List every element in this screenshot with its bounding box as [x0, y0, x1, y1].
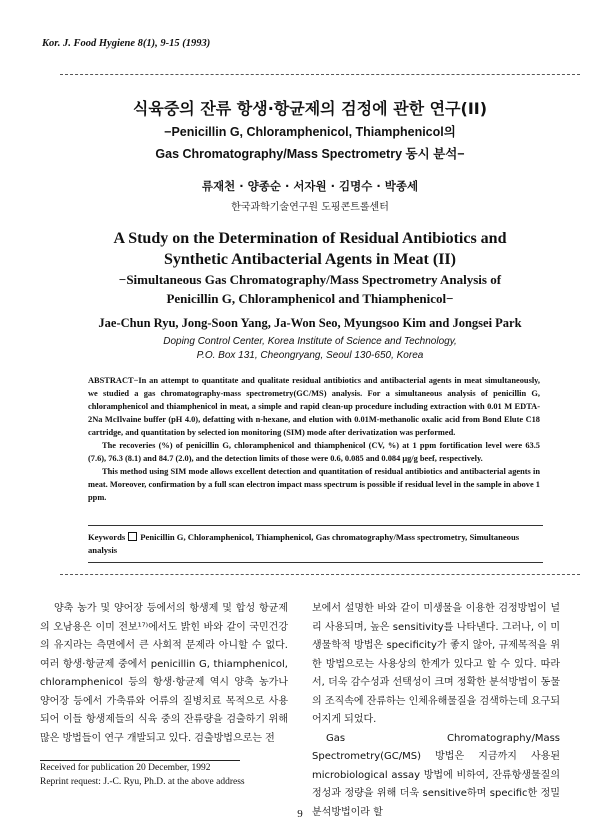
korean-title: 식육중의 잔류 항생·항균제의 검정에 관한 연구(II): [132, 99, 488, 118]
body-right-paragraph-1: 보에서 설명한 바와 같이 미생물을 이용한 검정방법이 널리 사용되며, 높은 sensitivity를 나타낸다. 그러나, 이 미생물학적 방법은 specificity가 좋지 않아, 규제목적을 위한 방법으로는 사용상의 한계가 있다고 할 수 있다. 따라서, 더욱 감수성과 선택성이 크며 정확한 분석방법이 동물의 조직속에 잔류하는 인체유해물질을 검색하는데 요구되어지게 되었다.: [312, 603, 560, 725]
english-subtitle-line1: −Simultaneous Gas Chromatography/Mass Spectrometry Analysis of: [118, 272, 502, 287]
header-divider: [60, 74, 580, 75]
english-affiliation-line1: Doping Control Center, Korea Institute of Science and Technology,: [163, 336, 457, 347]
abstract-paragraph-2: The recoveries (%) of penicillin G, chloramphenicol and thiamphenicol (CV, %) at 1 ppm fortification level were 63.5 (7.6), 76.3 (8.1) and 84.7 (2.0), and the detection limits of those were 0.6, 0.085 and 0.084 μg/g beef, respectively.: [88, 441, 540, 463]
keywords-top-rule: [88, 525, 543, 526]
english-subtitle-line2: Penicillin G, Chloramphenicol and Thiamphenicol−: [166, 291, 454, 306]
abstract-paragraph-1: ABSTRACT−In an attempt to quantitate and qualitate residual antibiotics and antibacterial agents in meat simultaneously, we studied a gas chromatography-mass spectrometry(GC/MS) analysis. For a simultaneous analysis of penicillin G, chloramphenicol and thiamphenicol in meat, a simple and rapid clean-up procedure including extraction with 0.01 M EDTA-2Na McIlvaine buffer (pH 4.0), defatting with n-hexane, and elution with 0.01M-methanolic oxalic acid from Bond Elute C18 cartridge, and quantitation by selected ion monitoring (SIM) mode after derivatization was performed.: [88, 376, 540, 437]
keywords-text: Penicillin G, Chloramphenicol, Thiamphenicol, Gas chromatography/Mass spectrometry, Simultaneous analysis: [88, 532, 520, 555]
page-number: 9: [297, 808, 303, 820]
body-right-paragraph-2: Gas Chromatography/Mass Spectrometry(GC/MS) 방법은 지금까지 사용된 microbiological assay 방법에 비하여, 잔류항생물질의 정성과 정량을 위해 더욱 sensitive하며 specific한 정밀분석방법이라 할: [312, 732, 560, 818]
body-column-left: [40, 600, 288, 748]
korean-subtitle-line2: Gas Chromatography/Mass Spectrometry 동시 분석−: [155, 147, 465, 161]
footnote-rule: [40, 760, 240, 761]
footnote-received: Received for publication 20 December, 1992: [40, 763, 211, 773]
korean-affiliation: 한국과학기술연구원 도핑콘트롤센터: [231, 202, 389, 213]
keywords-label: Keywords: [88, 532, 126, 542]
section-divider: [60, 574, 580, 575]
korean-authors: 류재천 · 양종순 · 서자원 · 김명수 · 박종세: [201, 179, 419, 193]
body-column-right: [312, 600, 560, 822]
abstract: [88, 374, 540, 504]
english-authors: Jae-Chun Ryu, Jong-Soon Yang, Ja-Won Seo, Myungsoo Kim and Jongsei Park: [98, 316, 522, 330]
english-title-line1: A Study on the Determination of Residual Antibiotics and: [113, 230, 507, 247]
journal-citation: Kor. J. Food Hygiene 8(1), 9-15 (1993): [42, 38, 211, 49]
keywords-bottom-rule: [88, 562, 543, 563]
english-title-line2: Synthetic Antibacterial Agents in Meat (II): [164, 251, 456, 268]
keywords: [88, 531, 540, 557]
abstract-paragraph-3: This method using SIM mode allows excellent detection and quantitation of residual antibiotics and antibacterial agents in meat. Moreover, confirmation by a full scan electron impact mass spectrum is possible if residual level in the sample in above 1 ppm.: [88, 467, 540, 502]
checkbox-box-icon: [128, 532, 137, 541]
english-affiliation-line2: P.O. Box 131, Cheongryang, Seoul 130-650, Korea: [196, 350, 424, 361]
body-left-paragraph: 양축 농가 및 양어장 등에서의 항생제 및 합성 항균제의 오남용은 이미 전보¹⁷⁾에서도 밝힌 바와 같이 국민건강의 유지라는 측면에서 큰 사회적 문제라 아니할 수 없다. 여러 항생·항균제 중에서 penicillin G, thiamphenicol, chloramphenicol 등의 항생·항균제 역시 양축 농가나 양어장 등에서 가축류와 어류의 질병치료 목적으로 사용되어 이들 항생제들의 식육 중의 잔류량을 검출하기 위해 많은 방법들이 연구 개발되고 있다. 검출방법으로는 전: [40, 603, 288, 744]
korean-subtitle-line1: −Penicillin G, Chloramphenicol, Thiamphenicol의: [164, 125, 456, 139]
footnote-reprint: Reprint request: J.-C. Ryu, Ph.D. at the above address: [40, 777, 245, 787]
